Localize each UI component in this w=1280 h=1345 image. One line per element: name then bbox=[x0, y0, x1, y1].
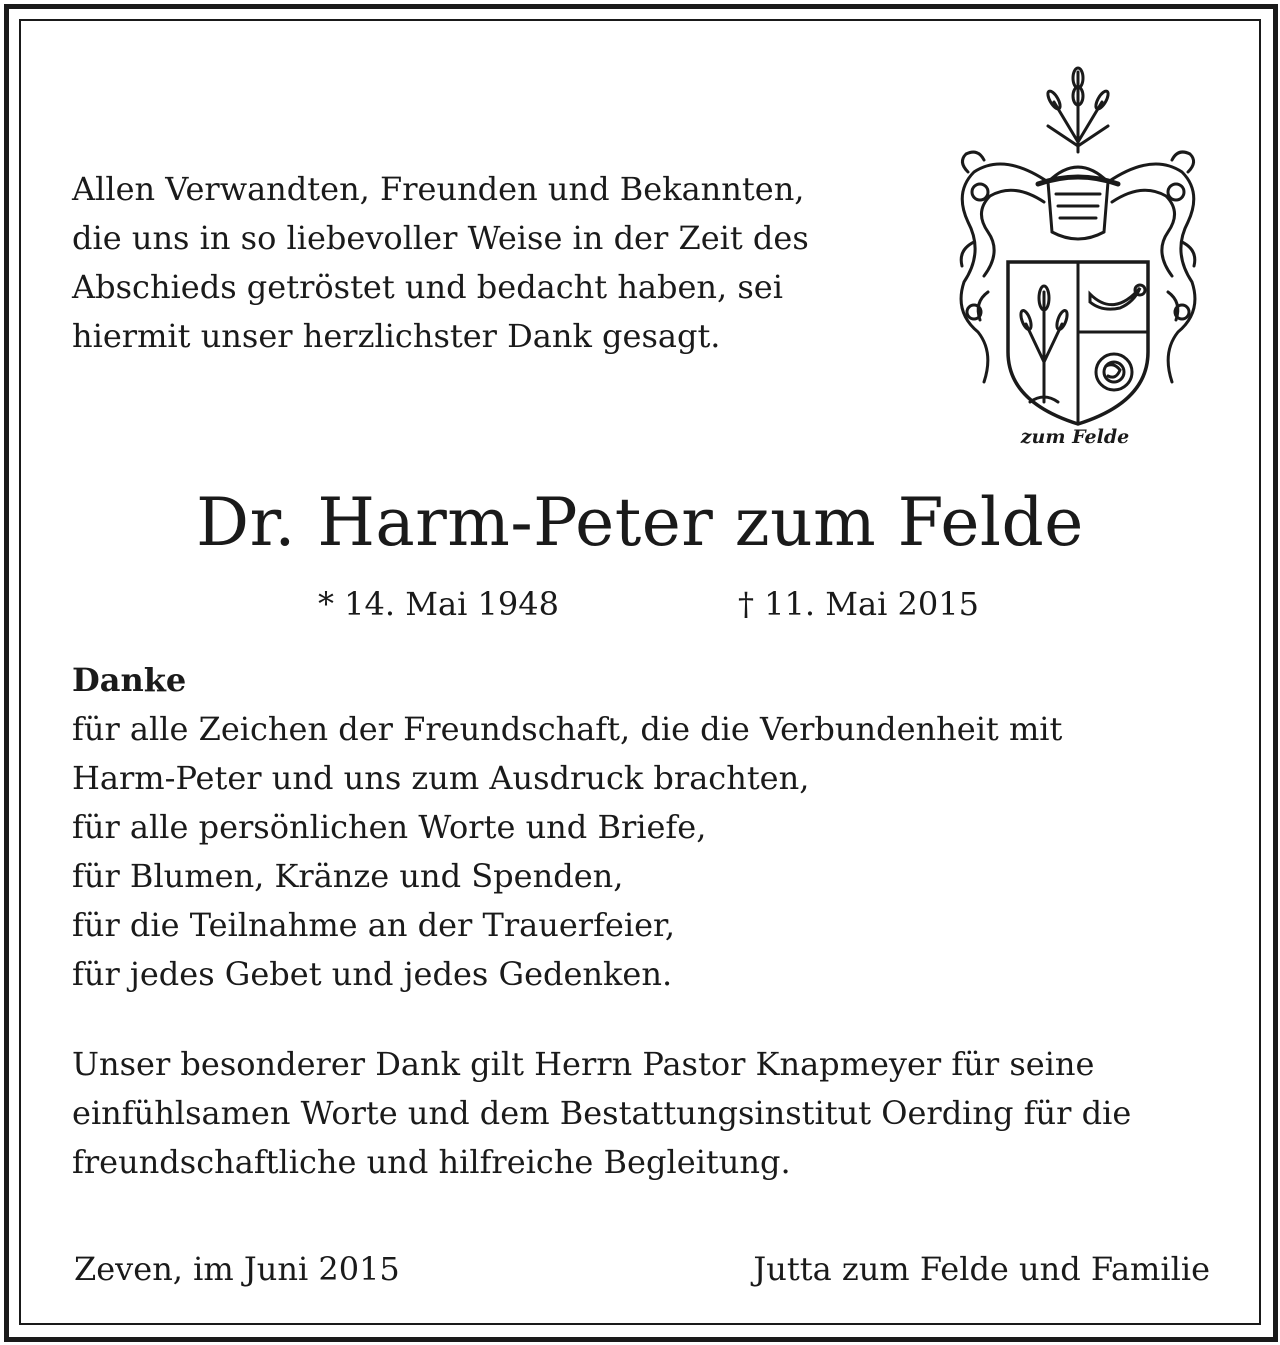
deceased-name: Dr. Harm-Peter zum Felde bbox=[196, 484, 1084, 561]
intro-line: hiermit unser herzlichster Dank gesagt. bbox=[72, 317, 721, 355]
special-thanks-line: freundschaftliche und hilfreiche Begleitung. bbox=[72, 1143, 791, 1181]
thanks-line: für Blumen, Kränze und Spenden, bbox=[72, 857, 624, 895]
thanks-line: Harm-Peter und uns zum Ausdruck brachten, bbox=[72, 759, 810, 797]
thanks-line: für alle Zeichen der Freundschaft, die die Verbundenheit mit bbox=[72, 710, 1063, 748]
special-thanks bbox=[72, 1040, 1222, 1187]
special-thanks-line: Unser besonderer Dank gilt Herrn Pastor Knapmeyer für seine bbox=[72, 1045, 1095, 1083]
intro-line: die uns in so liebevoller Weise in der Zeit des bbox=[72, 219, 809, 257]
signature: Jutta zum Felde und Familie bbox=[753, 1250, 1210, 1288]
birth-date: * 14. Mai 1948 bbox=[318, 585, 559, 623]
thanks-line: für die Teilnahme an der Trauerfeier, bbox=[72, 906, 675, 944]
crest-label: zum Felde bbox=[1020, 426, 1130, 448]
death-date: † 11. Mai 2015 bbox=[738, 585, 979, 623]
thanks-section bbox=[72, 656, 1222, 999]
intro-text bbox=[72, 165, 872, 361]
coat-of-arms-icon bbox=[944, 62, 1204, 462]
special-thanks-line: einfühlsamen Worte und dem Bestattungsinstitut Oerding für die bbox=[72, 1094, 1132, 1132]
place-date: Zeven, im Juni 2015 bbox=[74, 1250, 400, 1288]
thanks-line: für jedes Gebet und jedes Gedenken. bbox=[72, 955, 673, 993]
thanks-line: für alle persönlichen Worte und Briefe, bbox=[72, 808, 707, 846]
intro-line: Abschieds getröstet und bedacht haben, sei bbox=[72, 268, 783, 306]
thanks-heading: Danke bbox=[72, 661, 187, 699]
intro-line: Allen Verwandten, Freunden und Bekannten, bbox=[72, 170, 805, 208]
